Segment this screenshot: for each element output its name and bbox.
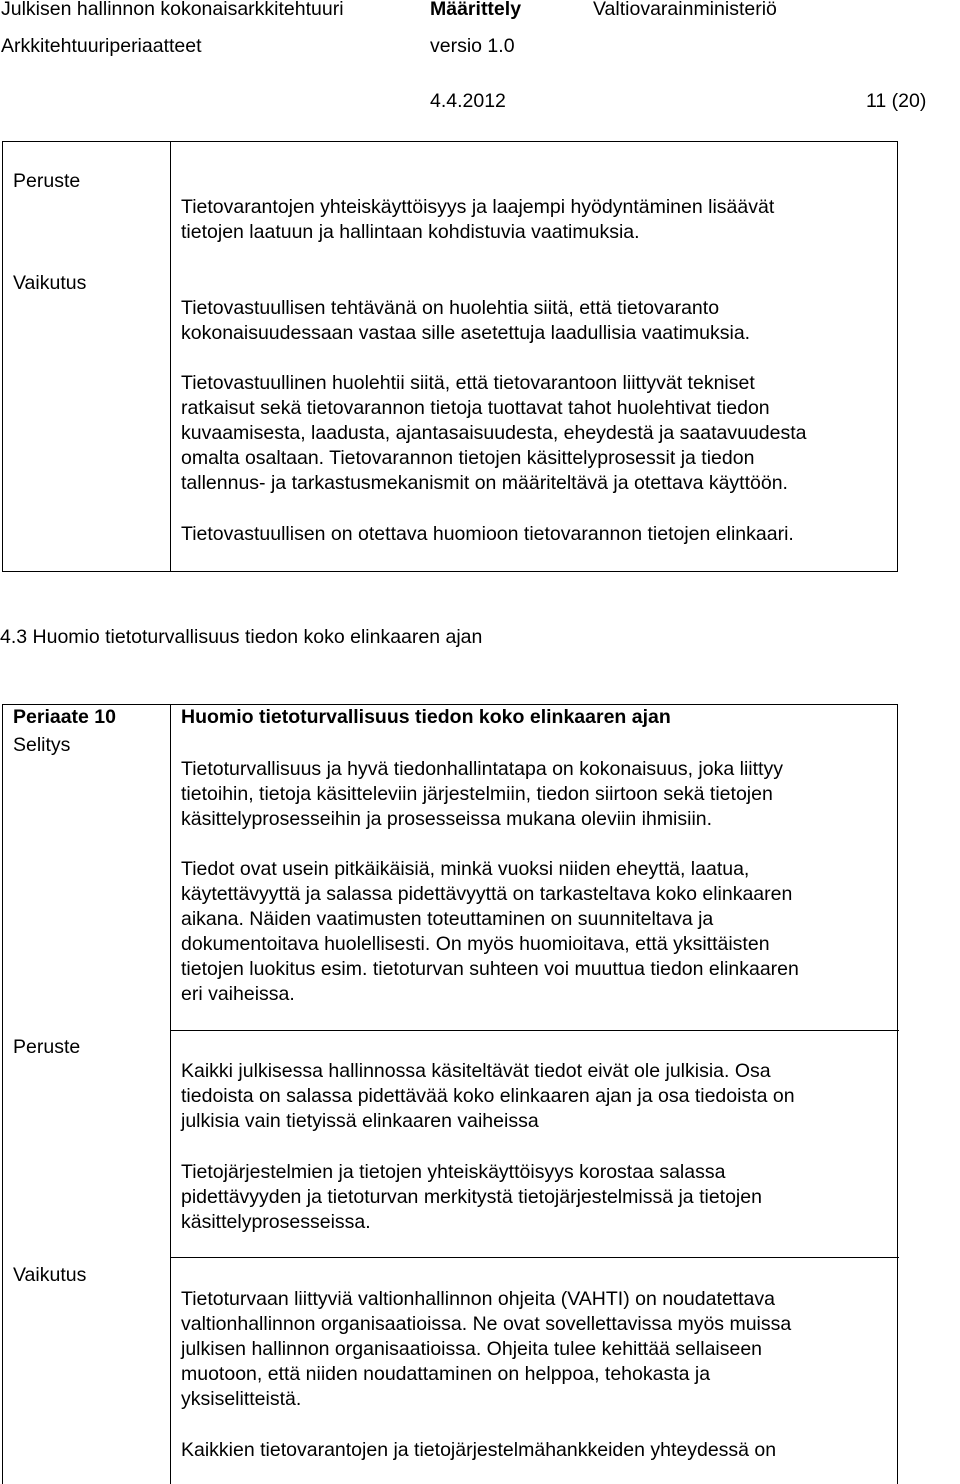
selitys-paragraph-2 bbox=[181, 857, 881, 1007]
label-vaikutus: Vaikutus bbox=[13, 272, 87, 294]
text-line: Tietovastuullisen on otettava huomioon tietovarannon tietojen elinkaari. bbox=[181, 523, 794, 545]
peruste-paragraph-1 bbox=[181, 1059, 881, 1134]
label-peruste-2: Peruste bbox=[13, 1036, 81, 1058]
text-line: omalta osaltaan. Tietovarannon tietojen käsittelyprosessit ja tiedon bbox=[181, 447, 755, 469]
text-line: tiedoista on salassa pidettävää koko elinkaaren ajan ja osa tiedoista on bbox=[181, 1085, 795, 1107]
text-line: tietojen luokitus esim. tietoturvan suhteen voi muuttua tiedon elinkaaren bbox=[181, 958, 799, 980]
vaikutus-paragraph-3 bbox=[181, 522, 881, 547]
text-line: käytettävyyttä ja salassa pidettävyyttä on tarkasteltava koko elinkaaren bbox=[181, 883, 793, 905]
header-page-number: 11 (20) bbox=[866, 90, 927, 112]
header-subtitle: Arkkitehtuuriperiaatteet bbox=[1, 35, 202, 57]
text-line: dokumentoitava huolellisesti. On myös huomioitava, että yksittäisten bbox=[181, 933, 770, 955]
label-peruste: Peruste bbox=[13, 170, 81, 192]
selitys-paragraph-1 bbox=[181, 757, 881, 832]
text-line: julkisen hallinnon organisaatioissa. Ohjeita tulee kehittää sellaiseen bbox=[181, 1338, 763, 1360]
section-heading: 4.3 Huomio tietoturvallisuus tiedon koko elinkaaren ajan bbox=[0, 626, 483, 648]
text-line: tallennus- ja tarkastusmekanismit on määriteltävä ja otettava käyttöön. bbox=[181, 472, 788, 494]
text-line: Kaikkien tietovarantojen ja tietojärjestelmähankkeiden yhteydessä on bbox=[181, 1439, 777, 1461]
text-line: aikana. Näiden vaatimusten toteuttaminen on suunniteltava ja bbox=[181, 908, 714, 930]
text-line: käsittelyprosesseissa. bbox=[181, 1211, 371, 1233]
label-periaate: Periaate 10 bbox=[13, 706, 116, 728]
text-line: tietoihin, tietoja käsitteleviin järjestelmiin, tiedon siirtoon sekä tietojen bbox=[181, 783, 773, 805]
principle-title: Huomio tietoturvallisuus tiedon koko elinkaaren ajan bbox=[181, 706, 671, 728]
vaikutus-paragraph-2 bbox=[181, 371, 881, 496]
row-divider bbox=[170, 1030, 899, 1031]
text-line: kokonaisuudessaan vastaa sille asetettuja laadullisia vaatimuksia. bbox=[181, 322, 751, 344]
peruste-paragraph-2 bbox=[181, 1160, 881, 1235]
text-line: yksiselitteistä. bbox=[181, 1388, 302, 1410]
text-line: Tietojärjestelmien ja tietojen yhteiskäyttöisyys korostaa salassa bbox=[181, 1161, 726, 1183]
header-ministry: Valtiovarainministeriö bbox=[593, 0, 777, 20]
label-selitys: Selitys bbox=[13, 734, 71, 756]
text-line: ratkaisut sekä tietovarannon tietoja tuottavat tahot huolehtivat tiedon bbox=[181, 397, 770, 419]
vaikutus-paragraph-2b bbox=[181, 1438, 881, 1463]
header-doc-type: Määrittely bbox=[430, 0, 522, 20]
text-line: käsittelyprosesseihin ja prosesseissa mukana oleviin ihmisiin. bbox=[181, 808, 713, 830]
text-line: Tiedot ovat usein pitkäikäisiä, minkä vuoksi niiden eheyttä, laatua, bbox=[181, 858, 750, 880]
text-line: valtionhallinnon organisaatioissa. Ne ovat sovellettavissa myös muissa bbox=[181, 1313, 792, 1335]
text-line: Tietoturvallisuus ja hyvä tiedonhallintatapa on kokonaisuus, joka liittyy bbox=[181, 758, 783, 780]
label-vaikutus-2: Vaikutus bbox=[13, 1264, 87, 1286]
text-line: Kaikki julkisessa hallinnossa käsiteltävät tiedot eivät ole julkisia. Osa bbox=[181, 1060, 771, 1082]
vaikutus-paragraph-1b bbox=[181, 1287, 881, 1412]
text-line: Tietovastuullinen huolehtii siitä, että tietovarantoon liittyvät tekniset bbox=[181, 372, 755, 394]
header-date: 4.4.2012 bbox=[430, 90, 506, 112]
text-line: Tietoturvaan liittyviä valtionhallinnon ohjeita (VAHTI) on noudatettava bbox=[181, 1288, 775, 1310]
text-line: Tietovarantojen yhteiskäyttöisyys ja laajempi hyödyntäminen lisäävät bbox=[181, 196, 775, 218]
text-line: kuvaamisesta, laadusta, ajantasaisuudesta, eheydestä ja saatavuudesta bbox=[181, 422, 807, 444]
text-line: julkisia vain tietyissä elinkaaren vaiheissa bbox=[181, 1110, 539, 1132]
row-divider bbox=[170, 1257, 899, 1258]
text-line: Tietovastuullisen tehtävänä on huolehtia siitä, että tietovaranto bbox=[181, 297, 720, 319]
text-line: pidettävyyden ja tietoturvan merkitystä tietojärjestelmissä ja tietojen bbox=[181, 1186, 762, 1208]
text-line: eri vaiheissa. bbox=[181, 983, 295, 1005]
column-divider bbox=[170, 705, 171, 1484]
header-org: Julkisen hallinnon kokonaisarkkitehtuuri bbox=[1, 0, 344, 20]
text-line: muotoon, että niiden noudattaminen on helppoa, tehokasta ja bbox=[181, 1363, 711, 1385]
peruste-text bbox=[181, 195, 881, 245]
column-divider bbox=[170, 142, 171, 571]
vaikutus-paragraph-1 bbox=[181, 296, 881, 346]
text-line: tietojen laatuun ja hallintaan kohdistuvia vaatimuksia. bbox=[181, 221, 640, 243]
header-version: versio 1.0 bbox=[430, 35, 515, 57]
